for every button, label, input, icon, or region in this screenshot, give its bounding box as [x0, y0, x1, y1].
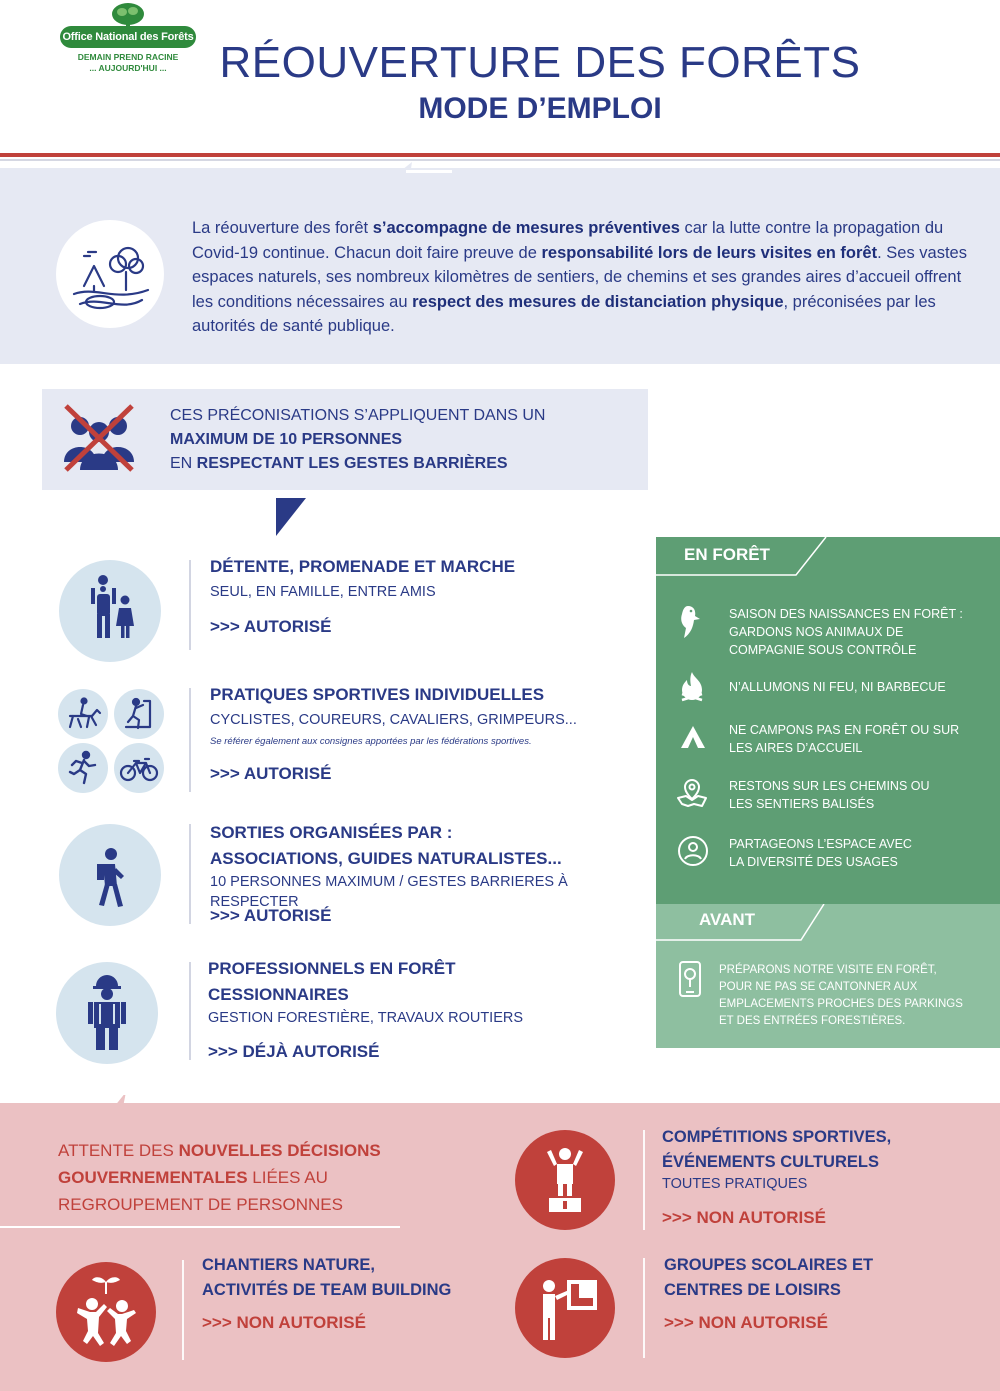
competition-title-line-2: ÉVÉNEMENTS CULTURELS [662, 1153, 879, 1171]
forest-landscape-icon [56, 220, 164, 328]
en-foret-item-2: N’ALLUMONS NI FEU, NI BARBECUE [729, 680, 946, 694]
tent-icon [679, 723, 707, 751]
schools-title-line-2: CENTRES DE LOISIRS [664, 1281, 841, 1299]
avant-text: PRÉPARONS NOTRE VISITE EN FORÊT, POUR NE PAS SE CANTONNER AUX EMPLACEMENTS PROCHES DES PARKINGS ET DES ENTRÉES FORESTIÈRES. [719, 964, 963, 1027]
activity-1-divider [189, 560, 191, 650]
avant-title: AVANT [699, 910, 756, 929]
activity-3-title-line-1: SORTIES ORGANISÉES PAR : [210, 823, 453, 842]
team-building-title-line-1: CHANTIERS NATURE, [202, 1256, 375, 1274]
logo: Office National des Forêts [60, 26, 196, 48]
preco-pointer [270, 494, 310, 540]
competition-status: >>> NON AUTORISÉ [662, 1208, 826, 1227]
speech-pointer [362, 162, 452, 202]
activity-3-subtitle: 10 PERSONNES MAXIMUM / GESTES BARRIERES À RESPECTER [210, 874, 568, 910]
activity-3-title-line-2: ASSOCIATIONS, GUIDES NATURALISTES... [210, 849, 562, 868]
activity-1-subtitle: SEUL, EN FAMILLE, ENTRE AMIS [210, 584, 436, 600]
bicycle-icon [114, 743, 164, 793]
activity-4-divider [189, 962, 191, 1060]
header-divider-grey [0, 159, 1000, 161]
group-crossed-icon [56, 400, 142, 476]
schools-divider [643, 1258, 645, 1358]
activity-4-subtitle: GESTION FORESTIÈRE, TRAVAUX ROUTIERS [208, 1010, 524, 1026]
en-foret-item-5: PARTAGEONS L’ESPACE AVEC LA DIVERSITÉ DES USAGES [729, 837, 912, 869]
activity-1-status: >>> AUTORISÉ [210, 617, 332, 636]
page-title: RÉOUVERTURE DES FORÊTS [219, 38, 861, 87]
en-foret-item-4: RESTONS SUR LES CHEMINS OU LES SENTIERS BALISÉS [729, 779, 930, 811]
activity-2-status: >>> AUTORISÉ [210, 764, 332, 783]
activity-4-status: >>> DÉJÀ AUTORISÉ [208, 1042, 380, 1061]
intro-text: La réouverture des forêt s’accompagne de mesures préventives car la lutte contre la propagation du Covid-19 continue. Chacun doit faire preuve de responsabilité lors de leurs visites en forêt. Ses vastes espaces naturels, ses nombreux kilomètres de sentiers, de chemins et ses grandes aires d’accueil offrent les conditions nécessaires au respect des mesures de distanciation physique, préconisées par les autorités de santé publique. [192, 219, 967, 335]
en-foret-item-1: SAISON DES NAISSANCES EN FORÊT : GARDONS NOS ANIMAUX DE COMPAGNIE SOUS CONTRÔLE [729, 607, 963, 657]
podium-icon [515, 1130, 615, 1230]
team-building-divider [182, 1260, 184, 1360]
activity-4-title-line-2: CESSIONNAIRES [208, 985, 349, 1004]
en-foret-item-3: NE CAMPONS PAS EN FORÊT OU SUR LES AIRES D’ACCUEIL [729, 723, 960, 755]
activity-3-divider [189, 824, 191, 924]
competition-divider [643, 1130, 645, 1230]
logo-tree-icon [108, 2, 148, 28]
activity-2-title: PRATIQUES SPORTIVES INDIVIDUELLES [210, 685, 545, 704]
family-walk-icon [59, 560, 161, 662]
activity-1-title: DÉTENTE, PROMENADE ET MARCHE [210, 557, 516, 576]
activity-4-title-line-1: PROFESSIONNELS EN FORÊT [208, 959, 456, 978]
waiting-pointer [96, 1092, 166, 1126]
activity-2-note: Se référer également aux consignes apportées par les fédérations sportives. [210, 736, 532, 747]
activity-2-subtitle: CYCLISTES, COUREURS, CAVALIERS, GRIMPEURS... [210, 712, 577, 728]
bird-icon [676, 604, 702, 642]
climber-icon [114, 689, 164, 739]
header-divider-red [0, 153, 1000, 157]
schools-status: >>> NON AUTORISÉ [664, 1313, 828, 1332]
preconisations-text: CES PRÉCONISATIONS S’APPLIQUENT DANS UN MAXIMUM DE 10 PERSONNES EN RESPECTANT LES GESTES BARRIÈRES [170, 407, 546, 472]
waiting-divider [0, 1226, 400, 1228]
horse-rider-icon [58, 689, 108, 739]
team-building-title-line-2: ACTIVITÉS DE TEAM BUILDING [202, 1281, 452, 1299]
waiting-text: ATTENTE DES NOUVELLES DÉCISIONS GOUVERNEMENTALES LIÉES AU REGROUPEMENT DE PERSONNES [58, 1141, 381, 1214]
hiker-icon [59, 824, 161, 926]
activity-3-status: >>> AUTORISÉ [210, 906, 332, 925]
en-foret-title: EN FORÊT [684, 545, 770, 564]
people-share-icon [676, 834, 710, 868]
phone-tree-icon [676, 960, 704, 1000]
activity-2-divider [189, 688, 191, 792]
map-pin-icon [674, 776, 710, 810]
schools-title-line-1: GROUPES SCOLAIRES ET [664, 1256, 874, 1274]
team-building-icon [56, 1262, 156, 1362]
teacher-board-icon [515, 1258, 615, 1358]
page-subtitle: MODE D’EMPLOI [418, 92, 662, 125]
competition-title-line-1: COMPÉTITIONS SPORTIVES, [662, 1128, 892, 1146]
competition-subtitle: TOUTES PRATIQUES [662, 1176, 808, 1192]
runner-icon [58, 743, 108, 793]
team-building-status: >>> NON AUTORISÉ [202, 1313, 366, 1332]
worker-icon [56, 962, 158, 1064]
logo-tagline: DEMAIN PREND RACINE ... AUJOURD'HUI ... [77, 52, 179, 73]
fire-icon [678, 670, 706, 704]
